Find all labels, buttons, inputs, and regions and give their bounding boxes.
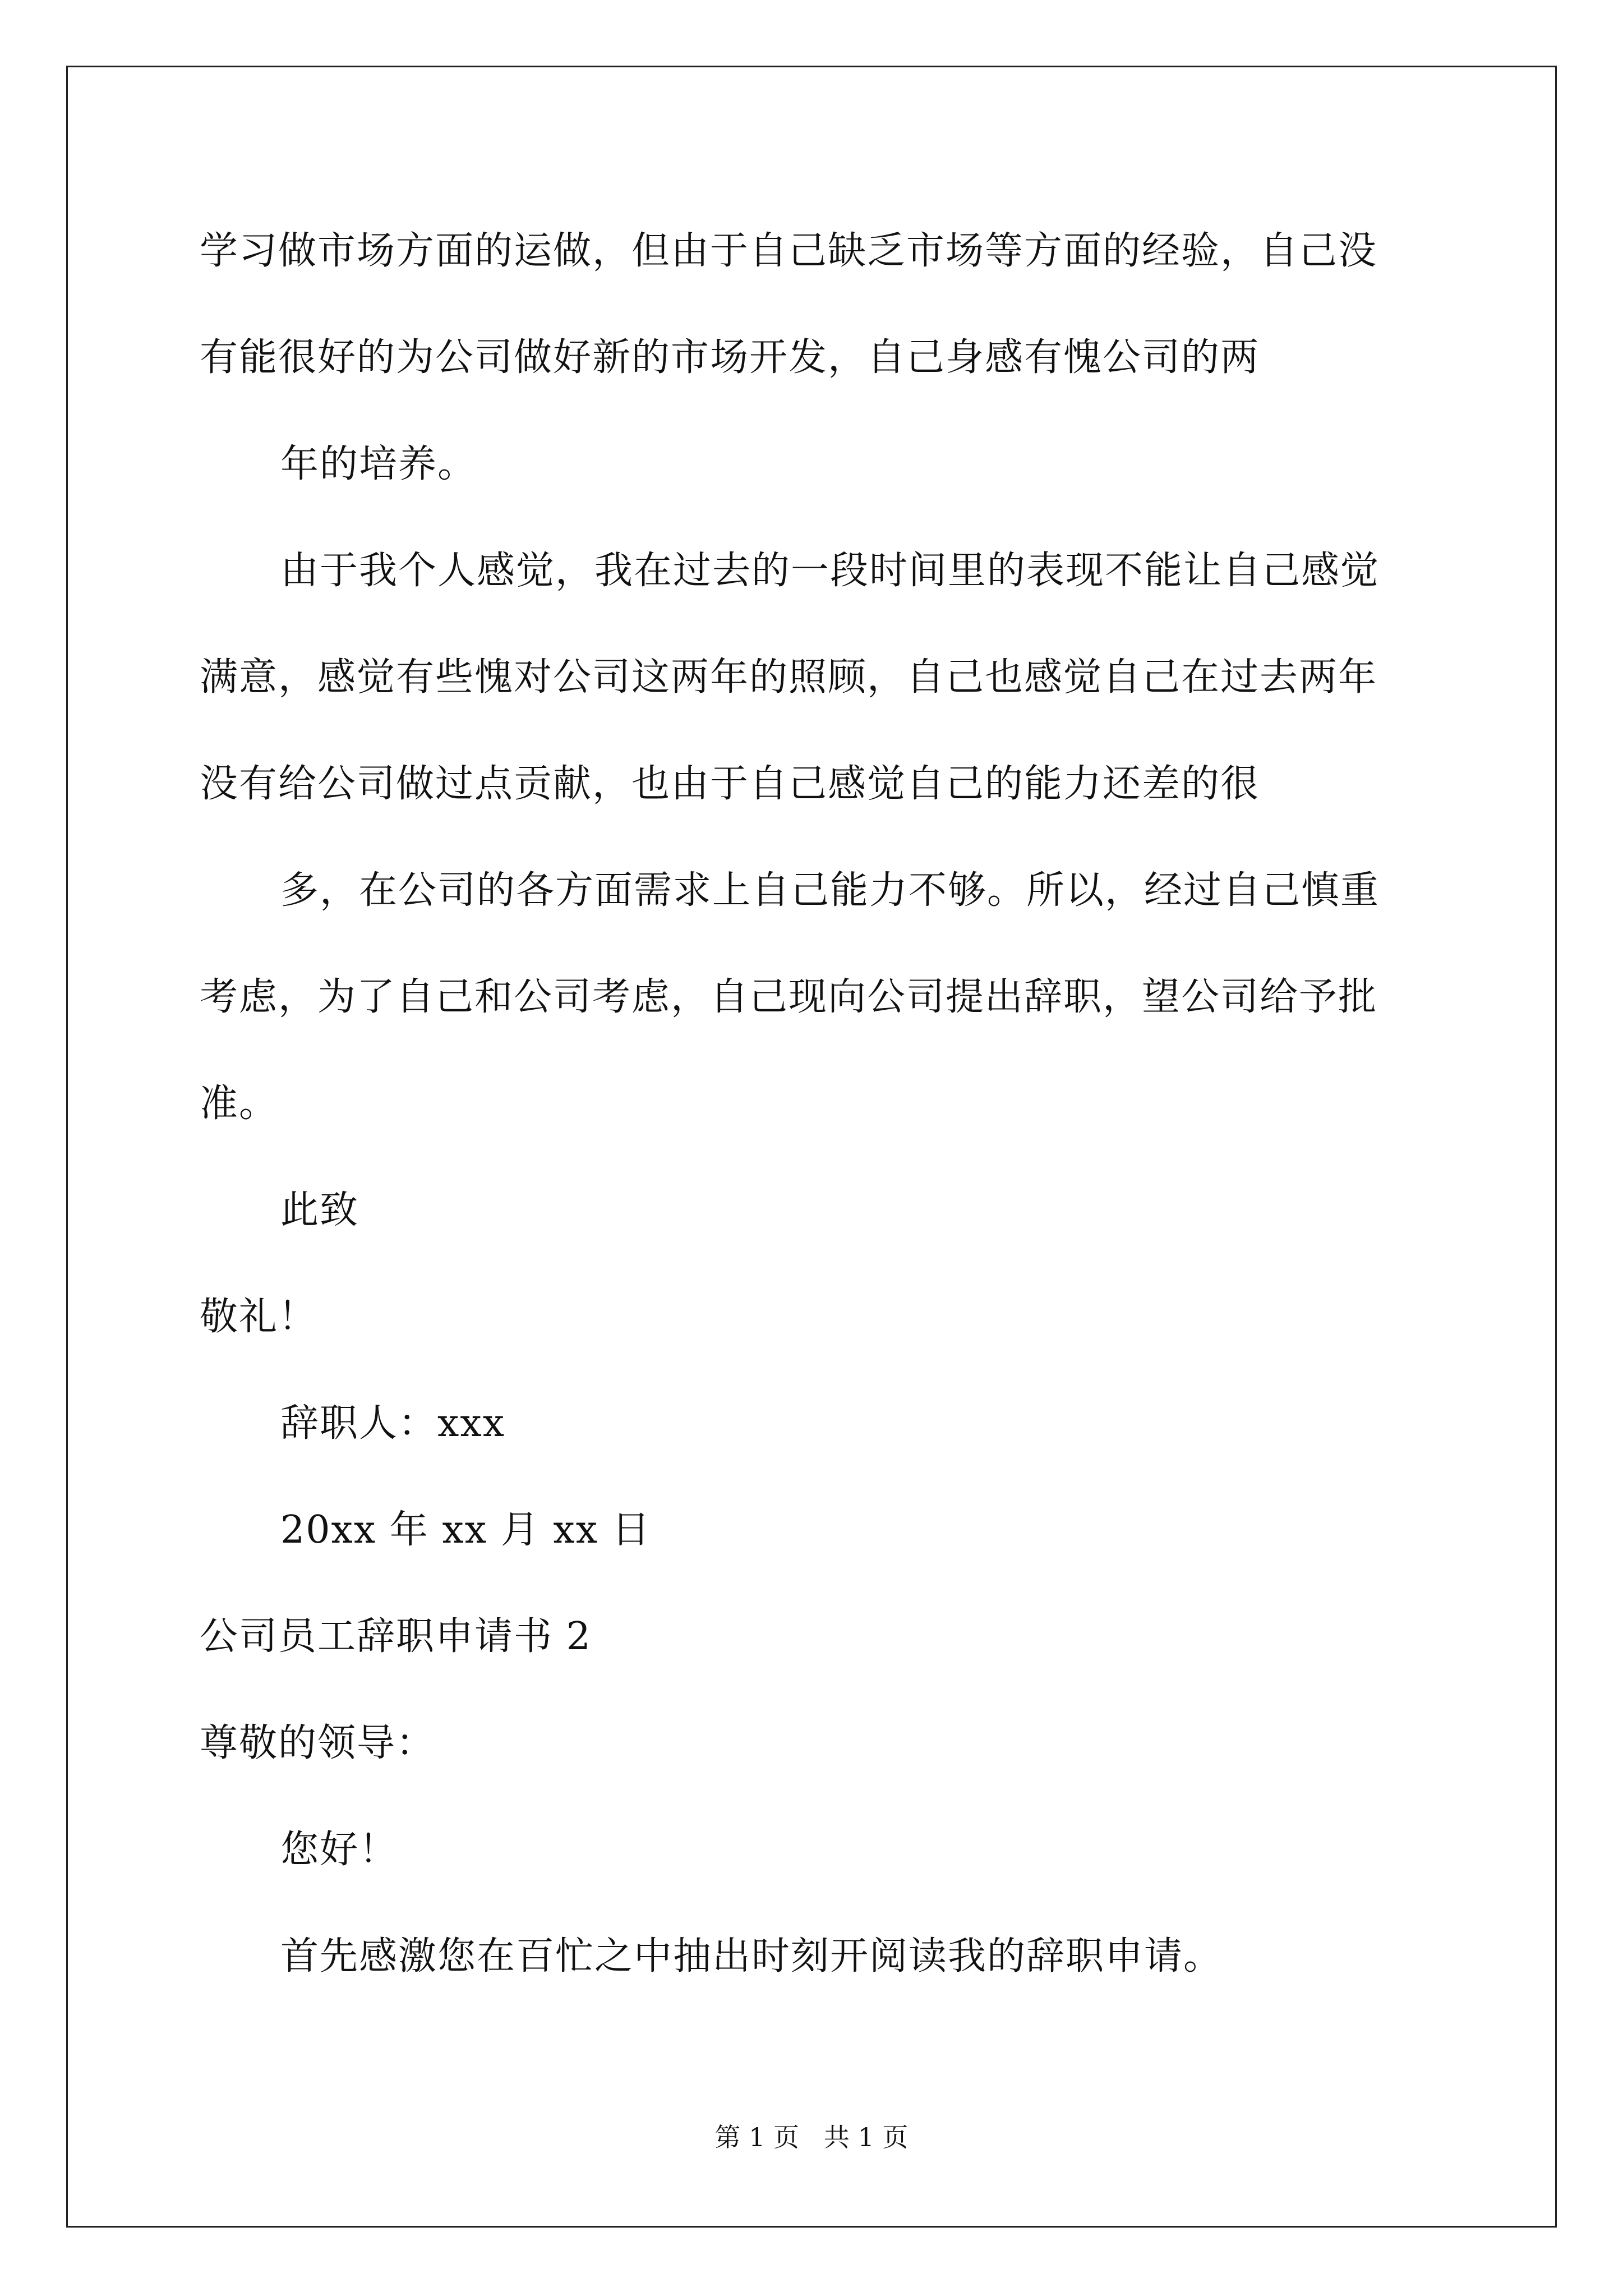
body-line-5: 满意，感觉有些愧对公司这两年的照顾，自己也感觉自己在过去两年 [200,655,1378,700]
signature-line: 辞职人：xxx [280,1401,506,1446]
page-footer: 第 1 页 共 1 页 [714,2122,909,2152]
hello-line: 您好！ [280,1828,399,1872]
body-line-2: 有能很好的为公司做好新的市场开发，自己身感有愧公司的两 [200,335,1260,380]
closing-regards: 敬礼！ [200,1295,318,1339]
intro-line: 首先感激您在百忙之中抽出时刻开阅读我的辞职申请。 [280,1934,1223,1978]
page-border [66,66,1557,2228]
body-line-7: 多，在公司的各方面需求上自己能力不够。所以，经过自己慎重 [280,868,1380,913]
body-line-8: 考虑，为了自己和公司考虑，自己现向公司提出辞职，望公司给予批 [200,975,1378,1019]
body-line-3: 年的培养。 [280,442,477,486]
section-title: 公司员工辞职申请书 2 [200,1614,592,1659]
body-line-9: 准。 [200,1082,279,1126]
body-line-4: 由于我个人感觉，我在过去的一段时间里的表现不能让自己感觉 [280,549,1380,593]
greeting-line: 尊敬的领导： [200,1721,436,1765]
closing-salutation: 此致 [280,1188,359,1232]
body-line-6: 没有给公司做过点贡献，也由于自己感觉自己的能力还差的很 [200,762,1260,806]
body-line-1: 学习做市场方面的运做，但由于自己缺乏市场等方面的经验，自己没 [200,229,1378,273]
date-line: 20xx 年 xx 月 xx 日 [280,1508,651,1552]
